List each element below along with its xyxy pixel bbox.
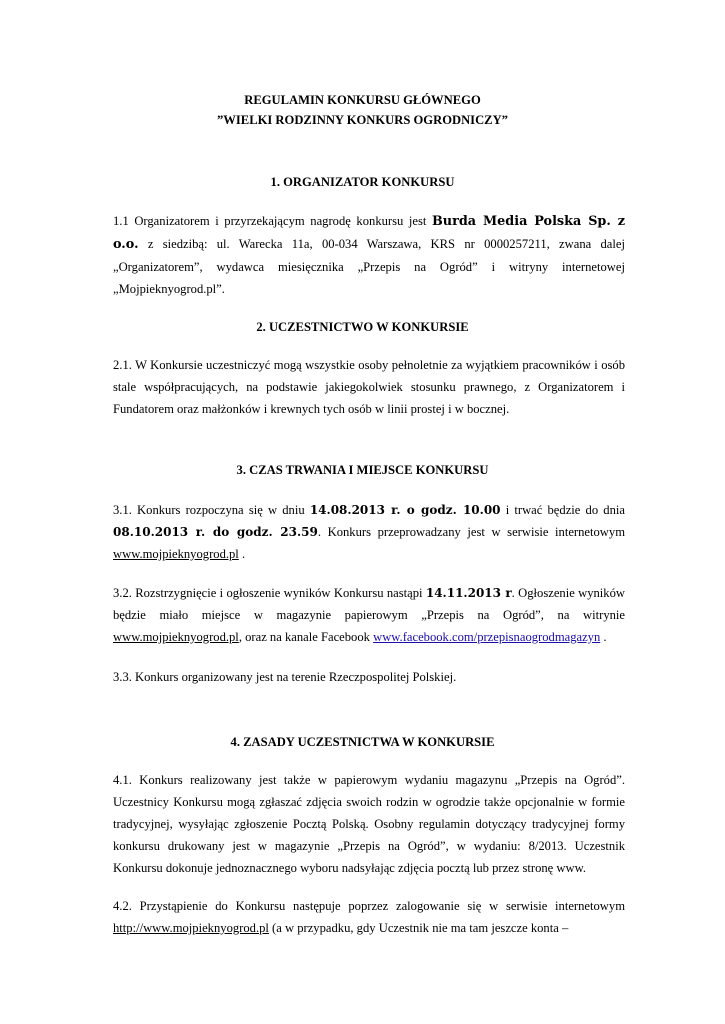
end-date: 08.10.2013 r. do godz. 23.59 [113,525,318,539]
s3-2-text-d: . [600,630,607,644]
s3-2-text-a: 3.2. Rozstrzygnięcie i ogłoszenie wyników Konkursu nastąpi [113,586,426,600]
s3-1-text-d: . [238,547,246,561]
facebook-link[interactable]: www.facebook.com/przepisnaogrodmagazyn [373,630,601,644]
section-3-1-paragraph [113,499,625,565]
section-4-1-paragraph: 4.1. Konkurs realizowany jest także w papierowym wydaniu magazynu „Przepis na Ogród”. Uczestnicy Konkursu mogą zgłaszać zdjęcia swoich rodzin w ogrodzie także opcjonalnie w formie tradycyjnej, wysyłając zgłoszenie Pocztą Polską. Osobny regulamin dotyczący tradycyjnej formy konkursu drukowany jest w magazynie „Przepis na Ogród”, w wydaniu: 8/2013. Uczestnik Konkursu dokonuje jednoznacznego wyboru nadsyłając zdjęcia pocztą lub przez stronę www. [113,773,625,875]
s3-1-text-a: 3.1. Konkurs rozpoczyna się w dniu [113,503,310,517]
document-title [0,90,725,130]
s1-text-b: z siedzibą: ul. Warecka 11a, 00-034 Warszawa, KRS nr 0000257211, zwana dalej „Organizatorem”, wydawca miesięcznika „Przepis na Ogród” i witryny internetowej „Mojpieknyogrod.pl”. [113,237,625,296]
section-2-paragraph: 2.1. W Konkursie uczestniczyć mogą wszystkie osoby pełnoletnie za wyjątkiem pracowników i osób stale współpracujących, na podstawie jakiegokolwiek stosunku prawnego, z Organizatorem i Fundatorem oraz małżonków i krewnych tych osób w linii prostej i w bocznej. [113,358,625,416]
section-4-heading: 4. ZASADY UCZESTNICTWA W KONKURSIE [230,735,495,749]
section-3-2-paragraph [113,582,625,648]
s4-2-text-a: 4.2. Przystąpienie do Konkursu następuje poprzez zalogowanie się w serwisie internetowym [113,899,625,913]
website-link[interactable]: http://www.mojpieknyogrod.pl [113,921,269,935]
s3-2-text-c: , oraz na kanale Facebook [238,630,374,644]
section-1-heading: 1. ORGANIZATOR KONKURSU [270,175,455,189]
start-date: 14.08.2013 r. o godz. 10.00 [309,503,501,517]
s1-text-a: 1.1 Organizatorem i przyrzekającym nagrodę konkursu jest [113,214,432,228]
s4-2-text-b: (a w przypadku, gdy Uczestnik nie ma tam jeszcze konta – [268,921,569,935]
section-1-paragraph [113,210,625,300]
section-2-heading: 2. UCZESTNICTWO W KONKURSIE [256,320,469,334]
title-line-2: ”WIELKI RODZINNY KONKURS OGRODNICZY” [217,113,508,127]
title-line-1: REGULAMIN KONKURSU GŁÓWNEGO [244,93,481,107]
section-4-2-paragraph [113,895,625,939]
website-link[interactable]: www.mojpieknyogrod.pl [113,547,239,561]
s3-2-text-b: . Ogłoszenie wyników będzie miało miejsce w magazynie papierowym „Przepis na Ogród”, na witrynie [113,586,625,622]
website-link[interactable]: www.mojpieknyogrod.pl [113,630,239,644]
section-3-3-paragraph: 3.3. Konkurs organizowany jest na terenie Rzeczpospolitej Polskiej. [113,670,457,684]
organizer-name: Burda Media Polska Sp. z o.o. [113,214,625,252]
s3-1-text-c: . Konkurs przeprowadzany jest w serwisie internetowym [317,525,625,539]
section-3-heading: 3. CZAS TRWANIA I MIEJSCE KONKURSU [236,463,489,477]
s3-1-text-b: i trwać będzie do dnia [500,503,625,517]
results-date: 14.11.2013 r [425,586,512,600]
